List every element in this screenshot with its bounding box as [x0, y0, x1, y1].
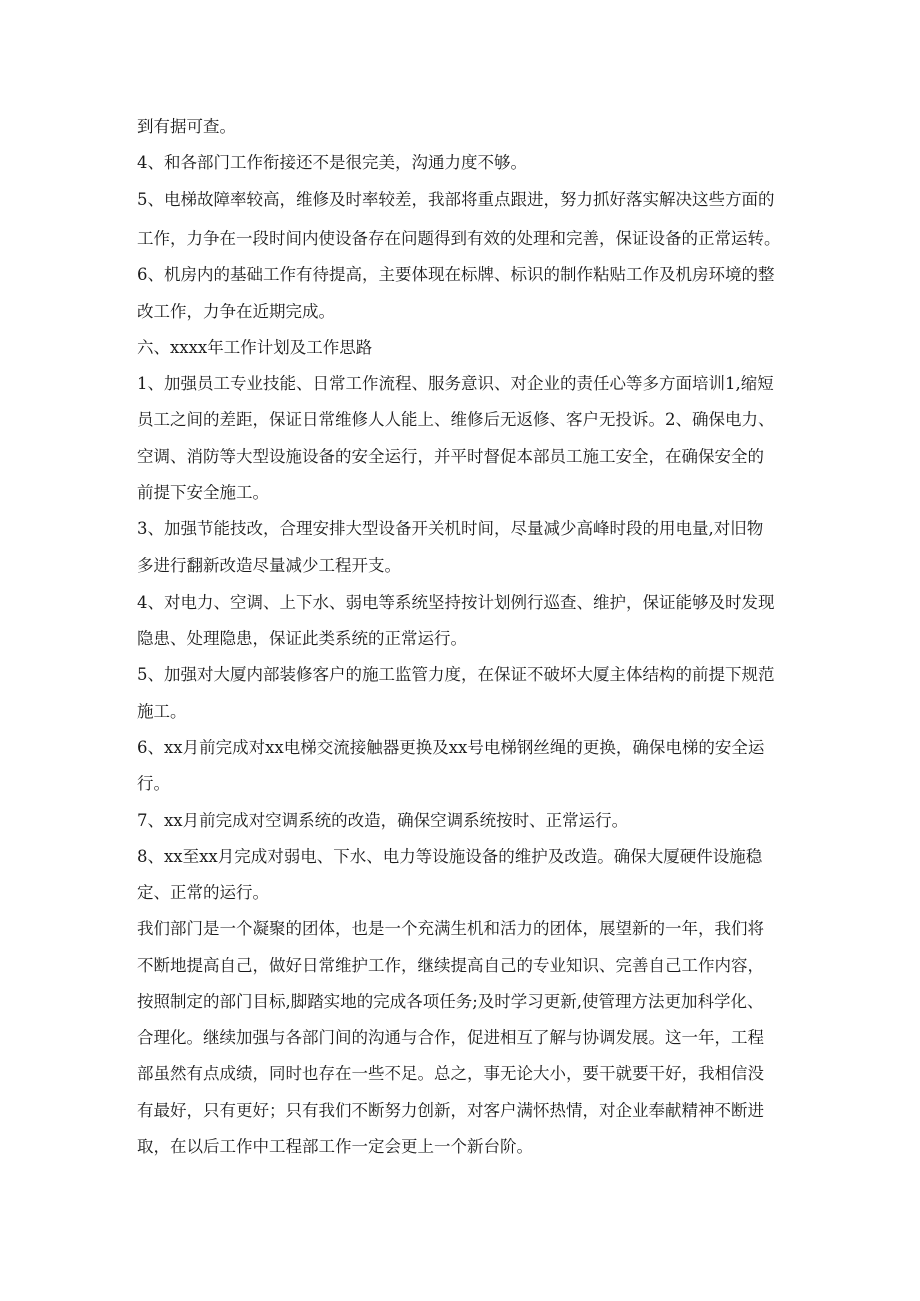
- text-line: 不断地提高自己，做好日常维护工作，继续提高自己的专业知识、完善自己工作内容，: [137, 956, 764, 975]
- text-line: 6、机房内的基础工作有待提高，主要体现在标牌、标识的制作粘贴工作及机房环境的整: [137, 265, 775, 284]
- text-line: 有最好，只有更好；只有我们不断努力创新，对客户满怀热情，对企业奉献精神不断进: [137, 1101, 764, 1120]
- text-line: 员工之间的差距，保证日常维修人人能上、维修后无返修、客户无投诉。2、确保电力、: [137, 410, 775, 429]
- text-line: 定、正常的运行。: [137, 883, 269, 902]
- text-line: 工作，力争在一段时间内使设备存在问题得到有效的处理和完善，保证设备的正常运转。: [137, 229, 781, 248]
- text-line: 合理化。继续加强与各部门间的沟通与合作，促进相互了解与协调发展。这一年，工程: [137, 1028, 764, 1047]
- text-line: 行。: [137, 774, 170, 793]
- text-line: 部虽然有点成绩，同时也存在一些不足。总之，事无论大小，要干就要干好，我相信没: [137, 1064, 764, 1083]
- text-line: 4、对电力、空调、上下水、弱电等系统坚持按计划例行巡查、维护，保证能够及时发现: [137, 593, 775, 612]
- text-line: 我们部门是一个凝聚的团体，也是一个充满生机和活力的团体，展望新的一年，我们将: [137, 919, 764, 938]
- text-line: 8、xx至xx月完成对弱电、下水、电力等设施设备的维护及改造。确保大厦硬件设施稳: [137, 847, 763, 866]
- text-line: 改工作，力争在近期完成。: [137, 302, 335, 321]
- text-line: 施工。: [137, 702, 187, 721]
- text-line: 空调、消防等大型设施设备的安全运行，并平时督促本部员工施工安全，在确保安全的: [137, 447, 764, 466]
- text-line: 前提下安全施工。: [137, 483, 269, 502]
- text-line: 4、和各部门工作衔接还不是很完美，沟通力度不够。: [137, 153, 527, 172]
- text-line: 5、加强对大厦内部装修客户的施工监管力度，在保证不破坏大厦主体结构的前提下规范: [137, 665, 775, 684]
- text-line: 隐患、处理隐患，保证此类系统的正常运行。: [137, 629, 467, 648]
- text-line: 6、xx月前完成对xx电梯交流接触器更换及xx号电梯钢丝绳的更换，确保电梯的安全运: [137, 738, 765, 757]
- text-line: 取，在以后工作中工程部工作一定会更上一个新台阶。: [137, 1137, 533, 1156]
- text-line: 多进行翻新改造尽量减少工程开支。: [137, 556, 401, 575]
- section-heading: 六、xxxx年工作计划及工作思路: [137, 338, 373, 357]
- text-line: 到有据可查。: [137, 117, 236, 136]
- text-line: 1、加强员工专业技能、日常工作流程、服务意识、对企业的责任心等多方面培训1,缩短: [137, 374, 774, 393]
- text-line: 5、电梯故障率较高，维修及时率较差，我部将重点跟进，努力抓好落实解决这些方面的: [137, 190, 775, 209]
- text-line: 按照制定的部门目标,脚踏实地的完成各项任务;及时学习更新,使管理方法更加科学化、: [137, 992, 764, 1011]
- text-line: 3、加强节能技改，合理安排大型设备开关机时间，尽量减少高峰时段的用电量,对旧物: [137, 519, 764, 538]
- text-line: 7、xx月前完成对空调系统的改造，确保空调系统按时、正常运行。: [137, 811, 629, 830]
